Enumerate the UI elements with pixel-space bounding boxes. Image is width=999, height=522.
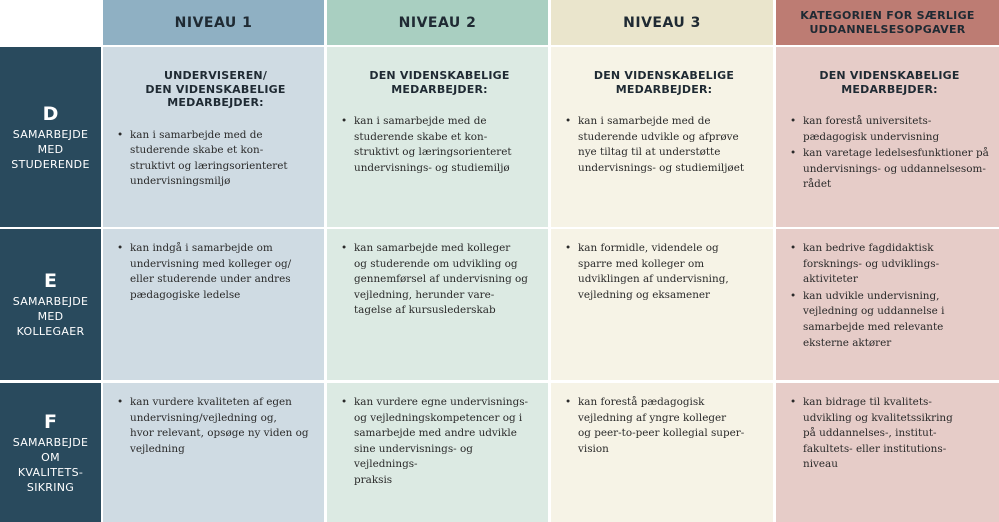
- bullet-list: [790, 114, 989, 193]
- text-line: undervisnings- og uddannelsesom-: [803, 162, 986, 175]
- text-line: DEN VIDENSKABELIGE: [593, 69, 735, 82]
- text-line: og studerende om udvikling og: [354, 257, 518, 270]
- text-line: praksis: [354, 473, 393, 486]
- text-line: kan forestå universitets-: [803, 115, 932, 127]
- text-line: kan i samarbejde med de: [578, 115, 711, 127]
- corner-blank: [0, 0, 101, 45]
- row-header-d: [0, 47, 101, 227]
- column-header-saerlige-uddannelsesopgaver: KATEGORIEN FOR SÆRLIGE UDDANNELSESOPGAVER: [776, 0, 999, 45]
- row-letter: D: [42, 102, 59, 125]
- text-line: MEDARBEJDER:: [615, 82, 713, 96]
- text-line: SAMARBEJDE: [12, 295, 89, 308]
- text-line: eller studerende under andres: [130, 273, 291, 286]
- text-line: kan udvikle undervisning,: [803, 289, 940, 302]
- cell-f-saerlige: [776, 383, 999, 522]
- text-line: SIKRING: [26, 480, 75, 494]
- text-line: STUDERENDE: [11, 157, 90, 171]
- bullet-item: [341, 114, 538, 176]
- cell-subheading: [790, 69, 989, 96]
- bullet-list: [117, 128, 314, 190]
- cell-subheading: [341, 69, 538, 96]
- text-line: undervisningsmiljø: [130, 175, 231, 188]
- text-line: vejledning og uddannelse i: [803, 305, 945, 318]
- cell-subheading: [565, 69, 763, 96]
- text-line: kan samarbejde med kolleger: [354, 242, 511, 254]
- bullet-item: [565, 241, 763, 303]
- text-line: struktivt og læringsorienteret: [130, 159, 288, 172]
- text-line: vision: [578, 442, 609, 455]
- text-line: UNDERVISEREN/: [163, 69, 268, 82]
- bullet-item: [790, 289, 989, 351]
- text-line: udviklingen af undervisning,: [578, 273, 729, 286]
- text-line: kan indgå i samarbejde om: [130, 242, 273, 254]
- text-line: pædagogiske ledelse: [130, 288, 241, 301]
- text-line: nye tiltag til at understøtte: [578, 146, 721, 159]
- bullet-list: [341, 395, 538, 489]
- bullet-item: [565, 114, 763, 176]
- text-line: kan forestå pædagogisk: [578, 396, 705, 408]
- text-line: studerende skabe et kon-: [354, 130, 488, 143]
- bullet-list: [341, 241, 538, 319]
- text-line: undervisnings- og studiemiljøet: [578, 161, 745, 174]
- bullet-list: [117, 395, 314, 457]
- bullet-list: [565, 114, 763, 176]
- text-line: undervisnings- og studiemiljø: [354, 161, 510, 174]
- bullet-item: [117, 395, 314, 457]
- text-line: kan i samarbejde med de: [130, 128, 263, 141]
- text-line: vejledning og eksamener: [578, 288, 711, 301]
- bullet-list: [565, 395, 763, 457]
- text-line: på uddannelses-, institut-: [803, 427, 937, 440]
- cell-d-niveau-2: [327, 47, 548, 227]
- column-header-niveau-2: NIVEAU 2: [327, 0, 548, 45]
- text-line: MEDARBEJDER:: [841, 82, 938, 96]
- cell-f-niveau-1: [103, 383, 324, 522]
- text-line: og peer-to-peer kollegial super-: [578, 427, 745, 440]
- text-line: rådet: [803, 178, 832, 191]
- text-line: MED: [37, 142, 64, 156]
- bullet-item: [790, 241, 989, 288]
- bullet-item: [565, 395, 763, 457]
- text-line: gennemførsel af undervisning og: [354, 273, 528, 286]
- text-line: kan i samarbejde med de: [354, 115, 487, 127]
- bullet-item: [117, 128, 314, 190]
- text-line: vejledning, herunder vare-: [354, 288, 495, 301]
- text-line: og vejledningskompetencer og i: [354, 411, 523, 424]
- text-line: SAMARBEJDE: [12, 127, 89, 141]
- bullet-item: [790, 146, 989, 193]
- text-line: udvikling og kvalitetssikring: [803, 411, 953, 424]
- text-line: vejledning af yngre kolleger: [578, 411, 727, 424]
- text-line: KOLLEGAER: [16, 325, 85, 338]
- cell-e-niveau-3: [551, 229, 773, 380]
- text-line: sparre med kolleger om: [578, 257, 705, 270]
- text-line: kan formidle, videndele og: [578, 242, 719, 254]
- cell-d-niveau-3: [551, 47, 773, 227]
- bullet-list: [790, 241, 989, 351]
- cell-e-niveau-2: [327, 229, 548, 380]
- row-letter: F: [44, 410, 57, 433]
- bullet-list: [117, 241, 314, 303]
- text-line: MED: [37, 310, 64, 323]
- text-line: OM: [41, 450, 60, 464]
- cell-f-niveau-3: [551, 383, 773, 522]
- text-line: struktivt og læringsorienteret: [354, 146, 512, 159]
- text-line: samarbejde med relevante: [803, 320, 944, 333]
- text-line: kan vurdere kvaliteten af egen: [130, 396, 292, 408]
- text-line: hvor relevant, opsøge ny viden og: [130, 427, 309, 440]
- text-line: fakultets- eller institutions-: [803, 442, 947, 455]
- bullet-list: [565, 241, 763, 303]
- text-line: undervisning med kolleger og/: [130, 257, 292, 270]
- text-line: tagelse af kursuslederskab: [354, 304, 496, 317]
- bullet-item: [341, 241, 538, 319]
- text-line: vejledning: [130, 442, 185, 455]
- bullet-item: [341, 395, 538, 489]
- text-line: MEDARBEJDER:: [391, 82, 488, 96]
- row-letter: E: [44, 270, 57, 292]
- text-line: DEN VIDENSKABELIGE: [145, 82, 286, 96]
- row-header-e: [0, 229, 101, 380]
- text-line: samarbejde med andre udvikle: [354, 427, 517, 440]
- text-line: studerende udvikle og afprøve: [578, 130, 739, 143]
- text-line: eksterne aktører: [803, 336, 892, 349]
- bullet-item: [117, 241, 314, 303]
- bullet-item: [790, 395, 989, 473]
- text-line: kan bedrive fagdidaktisk: [803, 242, 934, 254]
- bullet-item: [790, 114, 989, 145]
- row-header-f: [0, 383, 101, 522]
- text-line: sine undervisnings- og vejlednings-: [354, 442, 473, 471]
- column-header-niveau-3: NIVEAU 3: [551, 0, 773, 45]
- cell-subheading: [117, 69, 314, 110]
- cell-e-niveau-1: [103, 229, 324, 380]
- row-label: [13, 294, 89, 339]
- text-line: studerende skabe et kon-: [130, 144, 264, 157]
- bullet-list: [790, 395, 989, 473]
- text-line: aktiviteter: [803, 273, 858, 286]
- cell-e-saerlige: [776, 229, 999, 380]
- text-line: kan varetage ledelsesfunktioner på: [803, 147, 989, 160]
- text-line: pædagogisk undervisning: [803, 130, 940, 143]
- cell-d-niveau-1: [103, 47, 324, 227]
- cell-d-saerlige: [776, 47, 999, 227]
- text-line: MEDARBEJDER:: [167, 96, 264, 109]
- cell-f-niveau-2: [327, 383, 548, 522]
- text-line: undervisning/vejledning og,: [130, 411, 277, 424]
- text-line: kan vurdere egne undervisnings-: [354, 396, 529, 408]
- text-line: niveau: [803, 458, 838, 471]
- text-line: DEN VIDENSKABELIGE: [369, 69, 510, 82]
- text-line: forsknings- og udviklings-: [803, 257, 940, 270]
- column-header-niveau-1: NIVEAU 1: [103, 0, 324, 45]
- text-line: DEN VIDENSKABELIGE: [819, 69, 960, 82]
- row-label: [13, 435, 89, 495]
- bullet-list: [341, 114, 538, 176]
- text-line: SAMARBEJDE: [12, 435, 89, 449]
- text-line: KVALITETS-: [17, 465, 84, 479]
- row-label: [11, 127, 89, 172]
- text-line: kan bidrage til kvalitets-: [803, 396, 932, 408]
